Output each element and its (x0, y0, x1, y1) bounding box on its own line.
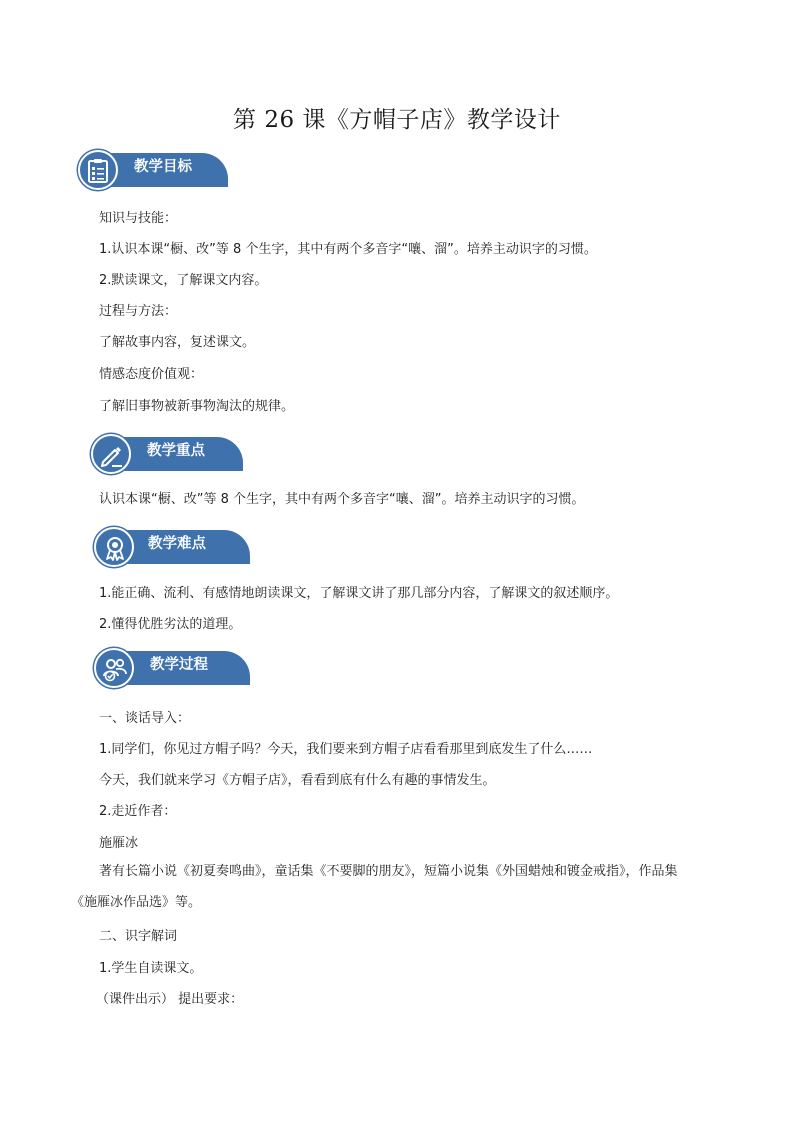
process-line: 二、识字解词 (99, 929, 178, 944)
process-line: 一、谈话导入： (99, 711, 191, 726)
page-title: 第 26 课《方帽子店》教学设计 (233, 107, 561, 133)
section-heading-key-points: 教学重点 (147, 443, 205, 459)
process-line: 2.走近作者： (99, 804, 177, 819)
people-check-icon (102, 656, 128, 682)
goals-line: 过程与方法： (99, 304, 178, 319)
goals-line: 知识与技能： (99, 211, 178, 226)
section-banner-difficulties (94, 527, 254, 567)
checklist-icon (86, 158, 110, 184)
pencil-icon (99, 442, 125, 468)
difficulties-line: 1.能正确、流利、有感情地朗读课文，了解课文讲了那几部分内容，了解课文的叙述顺序。 (99, 586, 619, 601)
section-heading-goals: 教学目标 (134, 159, 192, 175)
process-line: 1.同学们，你见过方帽子吗？今天，我们要来到方帽子店看看那里到底发生了什么…… (99, 742, 593, 757)
difficulties-line: 2.懂得优胜劣汰的道理。 (99, 617, 242, 632)
award-ribbon-icon (102, 535, 128, 561)
process-line: 今天，我们就来学习《方帽子店》，看看到底有什么有趣的事情发生。 (99, 773, 496, 788)
goals-line: 情感态度价值观： (99, 367, 204, 382)
process-line: 1.学生自读课文。 (99, 961, 203, 976)
goals-line: 了解旧事物被新事物淘汰的规律。 (99, 399, 295, 414)
process-line: （课件出示） 提出要求： (96, 992, 244, 1007)
section-banner-process (94, 648, 254, 688)
section-banner-key-points (91, 434, 247, 474)
section-heading-process: 教学过程 (150, 657, 208, 673)
process-line: 施雁冰 (99, 836, 139, 851)
section-heading-difficulties: 教学难点 (148, 536, 206, 552)
goals-line: 1.认识本课“橱、改”等 8 个生字，其中有两个多音字“嚷、溜”。培养主动识字的习惯。 (99, 242, 597, 257)
section-banner-goals (78, 150, 230, 190)
goals-line: 2.默读课文，了解课文内容。 (99, 273, 268, 288)
process-paragraph: 著有长篇小说《初夏奏鸣曲》，童话集《不要脚的朋友》，短篇小说集《外国蜡烛和镀金戒指》，作品集《施雁冰作品选》等。 (71, 864, 678, 910)
goals-line: 了解故事内容，复述课文。 (99, 335, 256, 350)
key-points-line: 认识本课“橱、改”等 8 个生字，其中有两个多音字“嚷、溜”。培养主动识字的习惯。 (99, 492, 585, 507)
